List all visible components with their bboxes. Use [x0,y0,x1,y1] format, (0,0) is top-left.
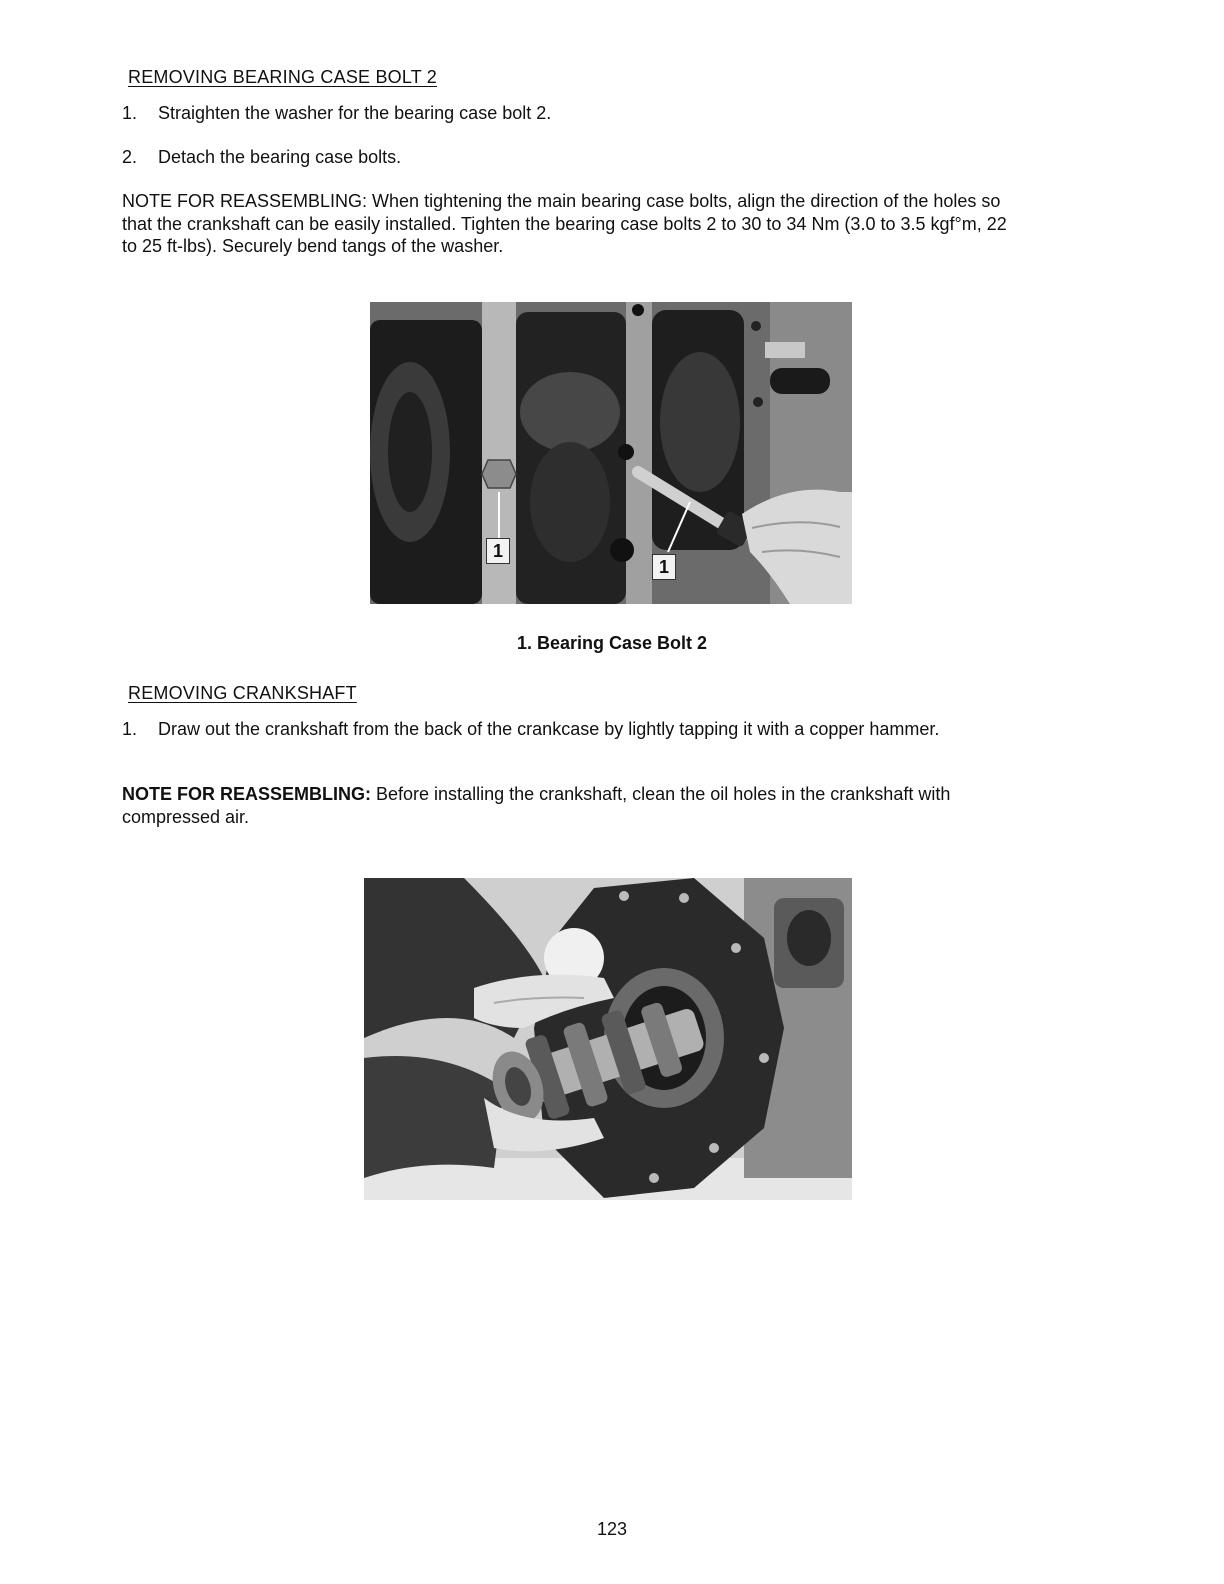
step-number: 1. [122,719,138,739]
photo-illustration [370,302,852,604]
figure-caption: 1. Bearing Case Bolt 2 [516,633,708,653]
step-number: 1. [122,103,138,123]
note-label: NOTE FOR REASSEMBLING: [122,784,372,804]
step-2 [122,146,1012,168]
bearing-case-bolt-photo [370,302,852,604]
step-text: Draw out the crankshaft from the back of the crankcase by lightly tapping it with a copper hammer. [158,719,940,739]
section-heading-bearing-case-bolt: REMOVING BEARING CASE BOLT 2 [128,67,438,87]
reassembly-note-2 [122,783,1027,828]
note-text: Before installing the crankshaft, clean the oil holes in the crankshaft with compressed air. [122,784,951,827]
step-text: Straighten the washer for the bearing case bolt 2. [158,103,552,123]
photo-illustration [364,878,852,1200]
step-text: Detach the bearing case bolts. [158,147,402,167]
step-1 [122,102,1012,124]
callout-label-left: 1 [486,538,510,564]
page-number: 123 [596,1519,628,1539]
step-1-crankshaft [122,718,982,740]
reassembly-note-1: NOTE FOR REASSEMBLING: When tightening the main bearing case bolts, align the direction of the holes so that the crankshaft can be easily installed. Tighten the bearing case bolts 2 to 30 to 34 Nm (3.0 to 3.5 kgf°m, 22 to 25 ft-lbs). Securely bend tangs of the washer. [122,191,1007,256]
crankshaft-removal-photo [364,878,852,1200]
step-number: 2. [122,147,138,167]
callout-label-right: 1 [652,554,676,580]
section-heading-crankshaft: REMOVING CRANKSHAFT [128,683,357,703]
